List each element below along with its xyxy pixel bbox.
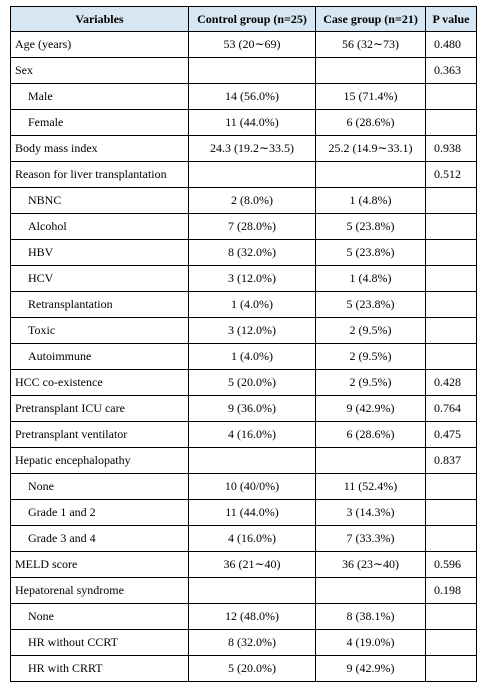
cell-variable: None bbox=[11, 604, 189, 630]
cell-p-value bbox=[426, 526, 477, 552]
header-control-group: Control group (n=25) bbox=[189, 7, 316, 32]
cell-case-group: 36 (23∼40) bbox=[316, 552, 426, 578]
cell-case-group: 4 (19.0%) bbox=[316, 630, 426, 656]
table-row bbox=[11, 188, 477, 214]
cell-case-group bbox=[316, 448, 426, 474]
cell-p-value bbox=[426, 630, 477, 656]
cell-variable: HCV bbox=[11, 266, 189, 292]
cell-p-value bbox=[426, 110, 477, 136]
cell-control-group: 36 (21∼40) bbox=[189, 552, 316, 578]
table-body bbox=[11, 32, 477, 682]
cell-variable: Pretransplant ventilator bbox=[11, 422, 189, 448]
cell-control-group: 5 (20.0%) bbox=[189, 656, 316, 682]
table-row bbox=[11, 240, 477, 266]
cell-variable: HR without CCRT bbox=[11, 630, 189, 656]
table-row bbox=[11, 84, 477, 110]
cell-case-group: 3 (14.3%) bbox=[316, 500, 426, 526]
cell-p-value: 0.512 bbox=[426, 162, 477, 188]
cell-p-value bbox=[426, 214, 477, 240]
cell-variable: Toxic bbox=[11, 318, 189, 344]
cell-case-group: 5 (23.8%) bbox=[316, 292, 426, 318]
table-row bbox=[11, 474, 477, 500]
characteristics-table bbox=[10, 6, 477, 682]
cell-p-value bbox=[426, 292, 477, 318]
cell-p-value bbox=[426, 656, 477, 682]
cell-variable: Grade 3 and 4 bbox=[11, 526, 189, 552]
cell-control-group: 4 (16.0%) bbox=[189, 526, 316, 552]
cell-p-value bbox=[426, 604, 477, 630]
table-row bbox=[11, 214, 477, 240]
cell-control-group: 12 (48.0%) bbox=[189, 604, 316, 630]
cell-control-group: 4 (16.0%) bbox=[189, 422, 316, 448]
table-row bbox=[11, 292, 477, 318]
cell-variable: Male bbox=[11, 84, 189, 110]
cell-p-value: 0.363 bbox=[426, 58, 477, 84]
cell-variable: HR with CRRT bbox=[11, 656, 189, 682]
cell-variable: Alcohol bbox=[11, 214, 189, 240]
cell-case-group: 7 (33.3%) bbox=[316, 526, 426, 552]
cell-p-value: 0.938 bbox=[426, 136, 477, 162]
header-case-group: Case group (n=21) bbox=[316, 7, 426, 32]
cell-p-value bbox=[426, 84, 477, 110]
cell-case-group: 5 (23.8%) bbox=[316, 240, 426, 266]
cell-variable: None bbox=[11, 474, 189, 500]
cell-control-group: 2 (8.0%) bbox=[189, 188, 316, 214]
cell-case-group: 9 (42.9%) bbox=[316, 656, 426, 682]
cell-p-value bbox=[426, 344, 477, 370]
cell-case-group: 2 (9.5%) bbox=[316, 370, 426, 396]
cell-control-group: 3 (12.0%) bbox=[189, 266, 316, 292]
cell-case-group: 15 (71.4%) bbox=[316, 84, 426, 110]
cell-p-value bbox=[426, 266, 477, 292]
cell-case-group: 5 (23.8%) bbox=[316, 214, 426, 240]
table-row bbox=[11, 136, 477, 162]
cell-variable: Female bbox=[11, 110, 189, 136]
cell-p-value: 0.480 bbox=[426, 32, 477, 58]
cell-case-group: 8 (38.1%) bbox=[316, 604, 426, 630]
cell-p-value: 0.596 bbox=[426, 552, 477, 578]
table-row bbox=[11, 266, 477, 292]
cell-case-group bbox=[316, 578, 426, 604]
table-row bbox=[11, 162, 477, 188]
cell-p-value bbox=[426, 188, 477, 214]
cell-case-group: 9 (42.9%) bbox=[316, 396, 426, 422]
table-row bbox=[11, 344, 477, 370]
cell-p-value: 0.428 bbox=[426, 370, 477, 396]
cell-p-value: 0.475 bbox=[426, 422, 477, 448]
table-row bbox=[11, 422, 477, 448]
cell-variable: MELD score bbox=[11, 552, 189, 578]
table-row bbox=[11, 578, 477, 604]
cell-case-group: 1 (4.8%) bbox=[316, 266, 426, 292]
table-row bbox=[11, 552, 477, 578]
cell-case-group bbox=[316, 58, 426, 84]
cell-case-group bbox=[316, 162, 426, 188]
cell-control-group: 8 (32.0%) bbox=[189, 630, 316, 656]
cell-case-group: 11 (52.4%) bbox=[316, 474, 426, 500]
cell-variable: Pretransplant ICU care bbox=[11, 396, 189, 422]
cell-variable: Autoimmune bbox=[11, 344, 189, 370]
cell-p-value: 0.198 bbox=[426, 578, 477, 604]
cell-variable: HCC co-existence bbox=[11, 370, 189, 396]
cell-case-group: 56 (32∼73) bbox=[316, 32, 426, 58]
cell-variable: Sex bbox=[11, 58, 189, 84]
cell-control-group: 7 (28.0%) bbox=[189, 214, 316, 240]
table-row bbox=[11, 110, 477, 136]
cell-variable: Grade 1 and 2 bbox=[11, 500, 189, 526]
cell-variable: Age (years) bbox=[11, 32, 189, 58]
table-row bbox=[11, 526, 477, 552]
cell-p-value bbox=[426, 474, 477, 500]
table-row bbox=[11, 318, 477, 344]
cell-p-value: 0.837 bbox=[426, 448, 477, 474]
cell-variable: Body mass index bbox=[11, 136, 189, 162]
cell-variable: Hepatorenal syndrome bbox=[11, 578, 189, 604]
cell-p-value: 0.764 bbox=[426, 396, 477, 422]
cell-variable: NBNC bbox=[11, 188, 189, 214]
cell-case-group: 2 (9.5%) bbox=[316, 318, 426, 344]
cell-variable: Retransplantation bbox=[11, 292, 189, 318]
cell-control-group: 8 (32.0%) bbox=[189, 240, 316, 266]
cell-control-group: 9 (36.0%) bbox=[189, 396, 316, 422]
table-row bbox=[11, 656, 477, 682]
table-row bbox=[11, 58, 477, 84]
cell-control-group: 1 (4.0%) bbox=[189, 292, 316, 318]
cell-control-group: 3 (12.0%) bbox=[189, 318, 316, 344]
cell-case-group: 1 (4.8%) bbox=[316, 188, 426, 214]
cell-control-group: 14 (56.0%) bbox=[189, 84, 316, 110]
cell-variable: Reason for liver transplantation bbox=[11, 162, 189, 188]
table-row bbox=[11, 396, 477, 422]
cell-control-group bbox=[189, 578, 316, 604]
cell-variable: Hepatic encephalopathy bbox=[11, 448, 189, 474]
cell-case-group: 6 (28.6%) bbox=[316, 110, 426, 136]
cell-case-group: 2 (9.5%) bbox=[316, 344, 426, 370]
cell-control-group: 11 (44.0%) bbox=[189, 110, 316, 136]
cell-control-group: 10 (40/0%) bbox=[189, 474, 316, 500]
cell-control-group bbox=[189, 448, 316, 474]
cell-variable: HBV bbox=[11, 240, 189, 266]
table-row bbox=[11, 630, 477, 656]
cell-control-group: 11 (44.0%) bbox=[189, 500, 316, 526]
table-row bbox=[11, 32, 477, 58]
cell-control-group bbox=[189, 58, 316, 84]
cell-p-value bbox=[426, 500, 477, 526]
cell-control-group: 1 (4.0%) bbox=[189, 344, 316, 370]
cell-case-group: 25.2 (14.9∼33.1) bbox=[316, 136, 426, 162]
cell-p-value bbox=[426, 318, 477, 344]
table-row bbox=[11, 604, 477, 630]
cell-control-group: 53 (20∼69) bbox=[189, 32, 316, 58]
table-row bbox=[11, 448, 477, 474]
header-row bbox=[11, 7, 477, 32]
table-row bbox=[11, 370, 477, 396]
cell-control-group: 24.3 (19.2∼33.5) bbox=[189, 136, 316, 162]
cell-control-group bbox=[189, 162, 316, 188]
cell-case-group: 6 (28.6%) bbox=[316, 422, 426, 448]
cell-p-value bbox=[426, 240, 477, 266]
cell-control-group: 5 (20.0%) bbox=[189, 370, 316, 396]
table-row bbox=[11, 500, 477, 526]
header-variables: Variables bbox=[11, 7, 189, 32]
header-p-value: P value bbox=[426, 7, 477, 32]
